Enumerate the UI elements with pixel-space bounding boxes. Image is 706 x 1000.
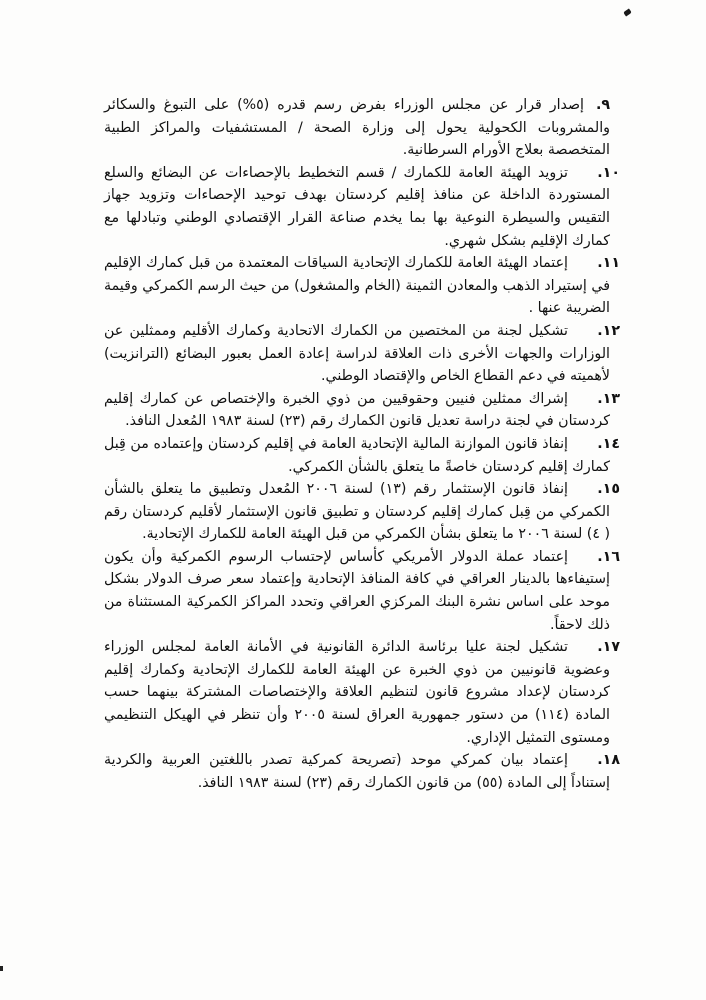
item-number: ١٨. bbox=[597, 752, 620, 769]
item-text: تزويد الهيئة العامة للكمارك / قسم التخطيط بالإحصاءات عن البضائع والسلع المستوردة الداخلة عن منافذ إقليم كردستان بهدف توحيد الإحصاءات وتزويد جهاز التقيس والسيطرة النوعية بها بما يخدم صناعة القرار الإقتصادي الوطني وتبادلها مع كمارك الإقليم بشكل شهري. bbox=[104, 164, 610, 249]
item-number: ١١. bbox=[597, 255, 620, 272]
item-text: إعتماد الهيئة العامة للكمارك الإتحادية السياقات المعتمدة من قبل كمارك الإقليم في إستيراد الذهب والمعادن الثمينة (الخام والمشغول) من حيث الرسم الكمركي وقيمة الضريبة عنها . bbox=[104, 255, 610, 317]
list-item-16 bbox=[104, 546, 620, 636]
item-number: ١٤. bbox=[597, 435, 620, 452]
list-item-11 bbox=[104, 252, 620, 320]
list-item-15 bbox=[104, 478, 620, 546]
numbered-list bbox=[104, 94, 620, 794]
item-text: إنفاذ قانون الموازنة المالية الإتحادية العامة في إقليم كردستان وإعتماده من قِبل كمارك إقليم كردستان خاصةً ما يتعلق بالشأن الكمركي. bbox=[104, 435, 610, 475]
item-number: ١٦. bbox=[597, 548, 620, 565]
item-text: تشكيل لجنة عليا برئاسة الدائرة القانونية في الأمانة العامة لمجلس الوزراء وعضوية قانونيين من ذوي الخبرة عن الهيئة العامة للكمارك الإتحادية وكمارك إقليم كردستان لإعداد مشروع قانون لتنظيم العلاقة والإختصاصات المشتركة بينهما حسب المادة (١١٤) من دستور جمهورية العراق لسنة ٢٠٠٥ وأن تنظر في الهيكل التنظيمي ومستوى التمثيل الإداري. bbox=[104, 639, 610, 746]
item-number: ١٣. bbox=[597, 390, 620, 407]
item-number: ١٧. bbox=[597, 639, 620, 656]
item-text: إصدار قرار عن مجلس الوزراء بفرض رسم قدره (٥%) على التبوغ والسكائر والمشروبات الكحولية يحول إلى وزارة الصحة / المستشفيات والمراكز الطبية المتخصصة بعلاج الأورام السرطانية. bbox=[104, 97, 610, 159]
item-text: إنفاذ قانون الإستثمار رقم (١٣) لسنة ٢٠٠٦ المُعدل وتطبيق ما يتعلق بالشأن الكمركي من قِبل كمارك إقليم كردستان و تطبيق قانون الإستثمار لأقليم كردستان رقم ( ٤) لسنة ٢٠٠٦ ما يتعلق بشأن الكمركي من قبل الهيئة العامة للكمارك الإتحادية. bbox=[104, 481, 610, 543]
list-item-12 bbox=[104, 320, 620, 388]
item-number: ١٢. bbox=[597, 322, 620, 339]
item-text: إشراك ممثلين فنيين وحقوقيين من ذوي الخبرة والإختصاص عن كمارك إقليم كردستان في لجنة دراسة تعديل قانون الكمارك رقم (٢٣) لسنة ١٩٨٣ المُعدل النافذ. bbox=[104, 390, 610, 430]
pen-mark bbox=[623, 8, 632, 16]
item-text: إعتماد بيان كمركي موحد (تصريحة كمركية تصدر باللغتين العربية والكردية إستناداً إلى المادة (٥٥) من قانون الكمارك رقم (٢٣) لسنة ١٩٨٣ النافذ. bbox=[104, 752, 610, 791]
list-item-14 bbox=[104, 433, 620, 478]
item-number: ٩. bbox=[595, 97, 610, 113]
item-number: ١٥. bbox=[597, 481, 620, 498]
item-text: إعتماد عملة الدولار الأمريكي كأساس لإحتساب الرسوم الكمركية وأن يكون إستيفاءها بالدينار العراقي في كافة المنافذ الإتحادية وإعتماد سعر صرف الدولار بشكل موحد على اساس نشرة البنك المركزي العراقي وتحدد المراكز الكمركية المستثناة من ذلك لاحقاً. bbox=[104, 548, 610, 633]
scan-edge-mark bbox=[0, 966, 3, 971]
list-item-18 bbox=[104, 749, 620, 794]
list-item-9 bbox=[104, 94, 610, 162]
list-item-10 bbox=[104, 162, 620, 252]
list-item-17 bbox=[104, 636, 620, 749]
item-number: ١٠. bbox=[597, 164, 620, 181]
list-item-13 bbox=[104, 388, 620, 433]
item-text: تشكيل لجنة من المختصين من الكمارك الاتحادية وكمارك الأقليم وممثلين عن الوزارات والجهات الأخرى ذات العلاقة لدراسة إعادة العمل بعبور البضائع (الترانزيت) لأهميته في دعم القطاع الخاص والإقتصاد الوطني. bbox=[104, 322, 610, 385]
